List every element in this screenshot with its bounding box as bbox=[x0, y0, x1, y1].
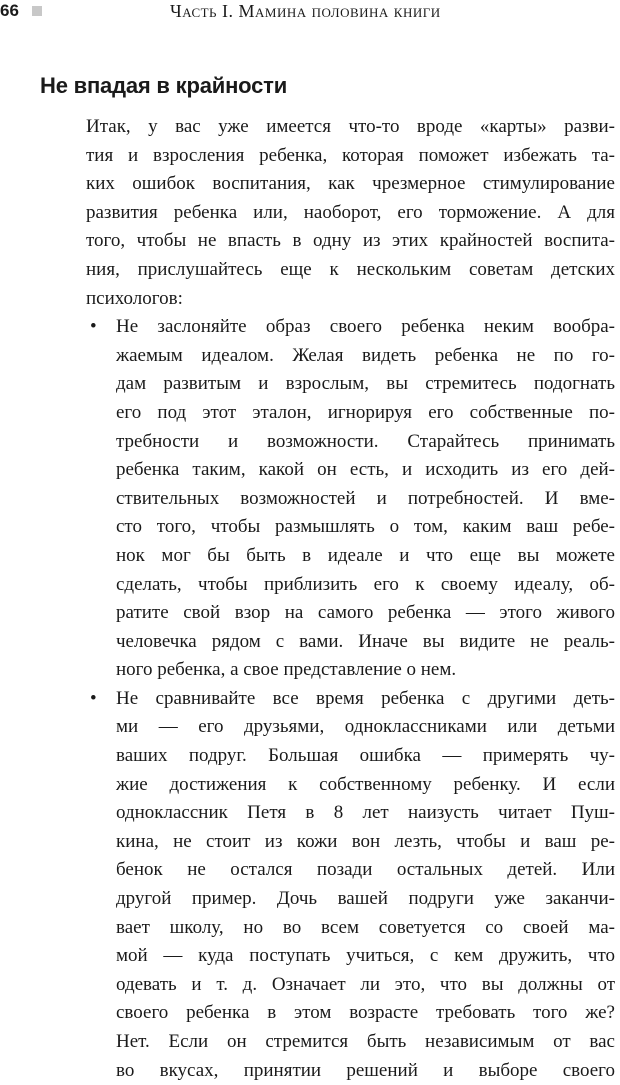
text-line: его под этот эталон, игнорируя его собственные по- bbox=[116, 401, 615, 423]
text-line: тия и взросления ребенка, которая поможет избежать та- bbox=[86, 144, 615, 166]
text-line: дам развитым и взрослым, вы стремитесь подогнать bbox=[116, 373, 615, 395]
text-line: нок мог бы быть в идеале и что еще вы можете bbox=[116, 544, 615, 566]
text-line: сто того, чтобы размышлять о том, каким ваш ребе- bbox=[116, 516, 615, 538]
text-line: развития ребенка или, наоборот, его торможение. А для bbox=[86, 201, 615, 223]
intro-paragraph bbox=[40, 113, 615, 313]
bullet-marker: • bbox=[90, 687, 97, 709]
text-line: ствительных возможностей и потребностей. И вме- bbox=[116, 487, 615, 509]
text-line: Итак, у вас уже имеется что-то вроде «карты» разви- bbox=[86, 116, 615, 137]
running-header bbox=[0, 0, 620, 30]
text-line: бенок не остался позади остальных детей. Или bbox=[116, 859, 615, 881]
advice-list bbox=[40, 313, 615, 1085]
text-line: человечка рядом с вами. Иначе вы видите не реаль- bbox=[116, 630, 615, 652]
text-line: ния, прислушайтесь еще к нескольким советам детских bbox=[86, 258, 615, 280]
page-number: 66 bbox=[0, 1, 19, 20]
text-line: ратите свой взор на самого ребенка — этого живого bbox=[116, 602, 615, 624]
text-line: вает школу, но во всем советуется со своей ма- bbox=[116, 916, 615, 938]
text-line: Нет. Если он стремится быть независимым от вас bbox=[116, 1031, 615, 1052]
text-line: ного ребенка, а свое представление о нем. bbox=[116, 659, 457, 681]
text-line: жие достижения к собственному ребенку. И если bbox=[116, 773, 615, 795]
text-line: ваших подруг. Большая ошибка — примерять чу- bbox=[116, 745, 615, 767]
text-line: того, чтобы не впасть в одну из этих крайностей воспита- bbox=[86, 230, 615, 252]
text-line: сделать, чтобы приблизить его к своему идеалу, об- bbox=[116, 573, 615, 595]
text-line: одевать и т. д. Означает ли это, что вы должны от bbox=[116, 973, 615, 995]
section-heading: Не впадая в крайности bbox=[40, 73, 288, 98]
text-line: кина, не стоит из кожи вон лезть, чтобы и ваш ре- bbox=[116, 830, 615, 852]
advice-item bbox=[40, 313, 615, 685]
body-text bbox=[40, 113, 615, 1085]
text-line: Не заслоняйте образ своего ребенка неким вообра- bbox=[116, 316, 615, 338]
header-square-ornament bbox=[32, 6, 42, 16]
text-line: одноклассник Петя в 8 лет наизусть читает Пуш- bbox=[116, 802, 615, 824]
text-line: своего ребенка в этом возрасте требовать того же? bbox=[116, 1002, 615, 1024]
text-line: во вкусах, принятии решений и выборе своего bbox=[116, 1059, 615, 1081]
text-line: ми — его друзьями, одноклассниками или детьми bbox=[116, 716, 615, 738]
text-line: Не сравнивайте все время ребенка с другими деть- bbox=[116, 687, 615, 709]
text-line: жаемым идеалом. Желая видеть ребенка не по го- bbox=[116, 344, 615, 366]
text-line: другой пример. Дочь вашей подруги уже заканчи- bbox=[116, 888, 615, 910]
running-title: Часть I. Мамина половина книги bbox=[170, 1, 441, 21]
bullet-marker: • bbox=[90, 316, 97, 338]
text-line: мой — куда поступать учиться, с кем дружить, что bbox=[116, 945, 615, 967]
text-line: ребенка таким, какой он есть, и исходить из его дей- bbox=[116, 459, 615, 481]
text-line: ких ошибок воспитания, как чрезмерное стимулирование bbox=[86, 173, 615, 195]
text-line: психологов: bbox=[86, 287, 183, 309]
advice-item bbox=[40, 685, 615, 1085]
text-line: требности и возможности. Старайтесь принимать bbox=[116, 430, 615, 452]
